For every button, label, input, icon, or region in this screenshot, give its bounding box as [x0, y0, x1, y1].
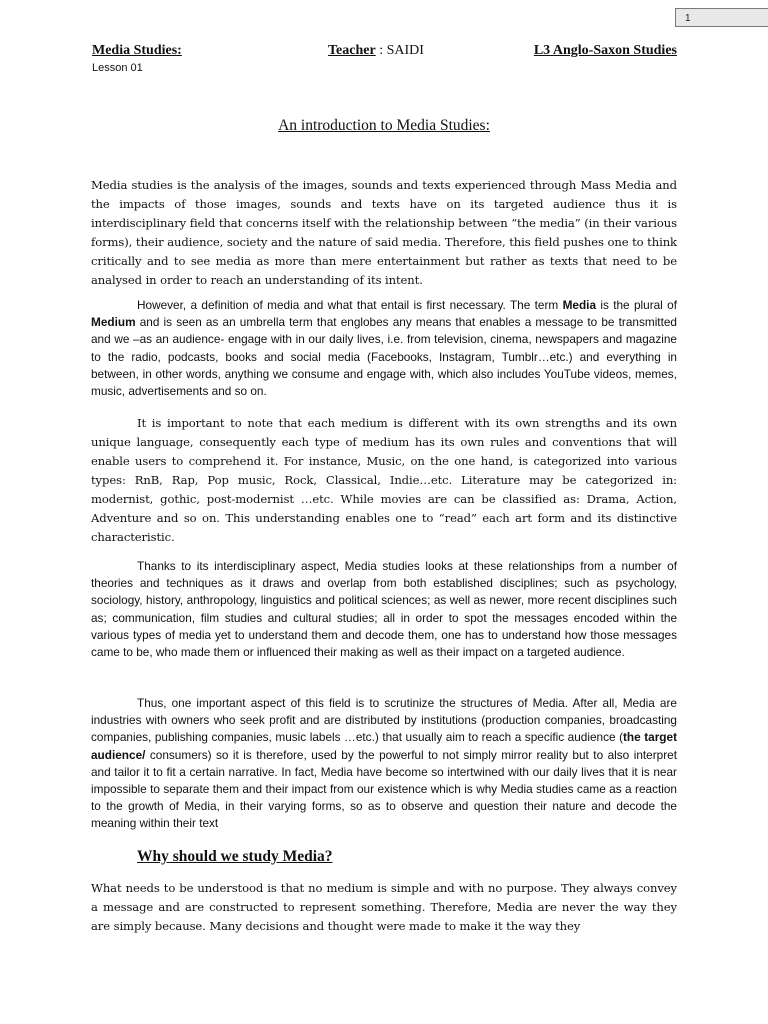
- paragraph-6-block: [91, 879, 677, 936]
- p2-text-a: However, a definition of media and what that entail is first necessary. The term: [137, 298, 563, 312]
- paragraph-5-block: [91, 695, 677, 833]
- paragraph-1: Media studies is the analysis of the images, sounds and texts experienced through Mass Media and the impacts of those images, sounds and texts have on its targeted audience thus it is interdisciplinary field that concerns itself with the relationship between “the media” (in their various forms), their audience, society and the nature of said media. Therefore, this field pushes one to think critically and to see media as more than mere entertainment but rather as texts that need to be analysed in order to reach an understanding of its intent.: [91, 178, 677, 287]
- paragraph-4: Thanks to its interdisciplinary aspect, Media studies looks at these relationships from a number of theories and techniques as it draws and overlap from both established disciplines; such as psychology, sociology, history, anthropology, linguistics and political sciences; as well as newer, more recent disciplines such as; communication, film studies and cultural studies; all in order to spot the messages encoded within the various types of media yet to understand them and decode them, one has to understand how those messages came to be, who made them or influenced their making as well as their impact on a targeted audience.: [91, 559, 677, 660]
- header-teacher: [328, 43, 424, 59]
- teacher-name: SAIDI: [386, 43, 424, 58]
- page-number-badge: 1: [675, 8, 768, 27]
- term-media: Media: [562, 298, 597, 312]
- document-header: [92, 43, 677, 63]
- p5-text-c: consumers) so it is therefore, used by the powerful to not simply mirror reality but to also interpret and tailor it to fit a certain narrative. In fact, Media have become so intertwined with our daily lives that it is near impossible to separate them and their impact from our existence which is why Media studies came as a reaction to the growth of Media, in their varying forms, so as to observe and question their nature and decode the meaning within their text: [91, 747, 677, 831]
- paragraph-3-block: [91, 414, 677, 547]
- p2-text-e: and is seen as an umbrella term that englobes any means that enables a message to be transmitted and we –as an audience- engage with in our daily lives, i.e. from television, cinema, newspapers and magazine to the radio, podcasts, books and social media (Facebooks, Instagram, Tumblr…etc.) and everything in between, in other words, anything we consume and engage with, which also includes YouTube videos, memes, music, advertisements and so on.: [91, 315, 677, 399]
- lesson-label: Lesson 01: [92, 62, 143, 74]
- paragraph-1-block: [91, 176, 677, 290]
- p5-text-a: Thus, one important aspect of this field is to scrutinize the structures of Media. After all, Media are industries with owners who seek profit and are distributed by institutions (production companies, broadcasting companies, publishing companies, music labels …etc.) that usually aim to reach a specific audience (: [91, 696, 677, 745]
- teacher-separator: :: [375, 43, 387, 58]
- paragraph-2-block: [91, 297, 677, 400]
- term-medium: Medium: [91, 315, 136, 330]
- paragraph-6: What needs to be understood is that no medium is simple and with no purpose. They always convey a message and are constructed to represent something. Therefore, Media are never the way they are simply because. Many decisions and thought were made to make it the way they: [91, 881, 677, 933]
- document-title: An introduction to Media Studies:: [278, 117, 490, 134]
- p2-text-c: is the plural of: [596, 298, 677, 312]
- paragraph-5: [91, 695, 677, 833]
- section-heading: Why should we study Media?: [137, 848, 333, 865]
- header-course: L3 Anglo-Saxon Studies: [533, 43, 677, 58]
- header-subject: Media Studies:: [92, 43, 182, 58]
- paragraph-3: It is important to note that each medium is different with its own strengths and its own unique language, consequently each type of medium has its own rules and conventions that will enable users to comprehend it. For instance, Music, on the one hand, is categorized into various types: RnB, Rap, Pop music, Rock, Classical, Indie…etc. Literature may be categorized in: modernist, gothic, post-modernist …etc. While movies are can be classified as: Drama, Action, Adventure and so on. This understanding enables one to “read” each art form and its distinctive characteristic.: [91, 416, 677, 544]
- term-target-audience: the target audience/: [91, 730, 677, 762]
- teacher-label: Teacher: [328, 43, 376, 58]
- paragraph-4-block: [91, 558, 677, 661]
- paragraph-2: [91, 297, 677, 400]
